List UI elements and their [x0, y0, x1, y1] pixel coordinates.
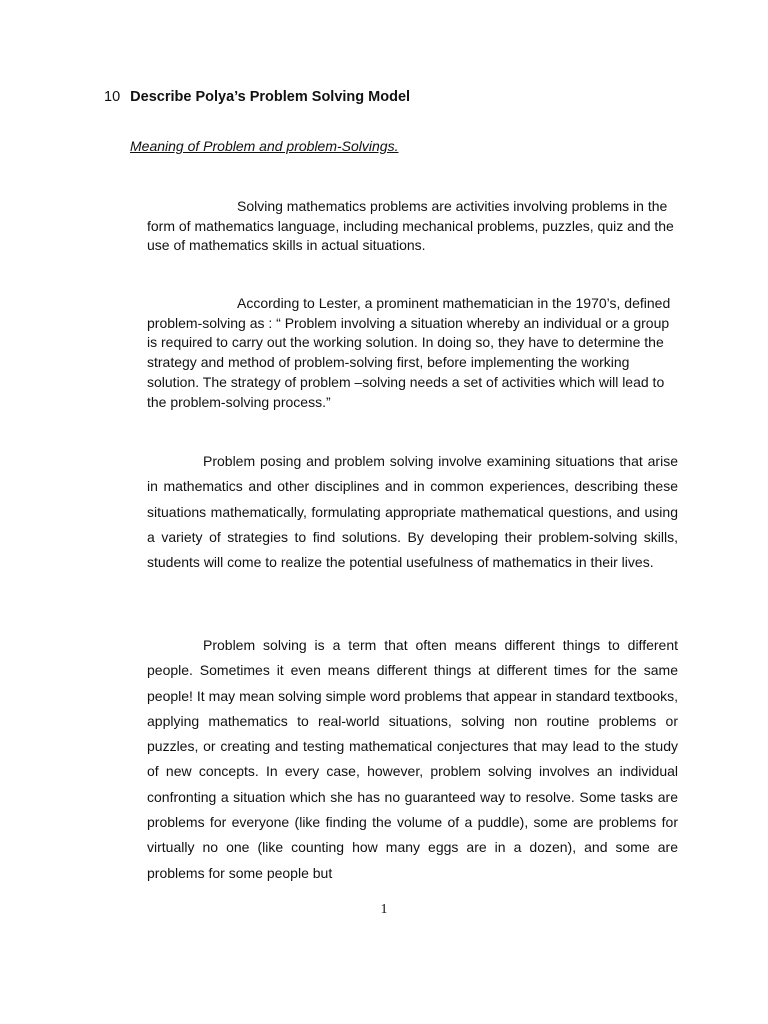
- paragraph-lester-definition: According to Lester, a prominent mathematician in the 1970’s, defined problem-solving as : “ Problem involving a situation whereby an individual or a group is required to carry out the working solution. In doing so, they have to determine the strategy and method of problem-solving first, before implementing the working solution. The strategy of problem –solving needs a set of activities which will lead to the problem-solving process.”: [147, 295, 671, 410]
- section-subheading: Meaning of Problem and problem-Solvings.: [130, 138, 399, 154]
- question-heading: [104, 89, 410, 105]
- paragraph-problem-posing: Problem posing and problem solving involve examining situations that arise in mathematics and other disciplines and in common experiences, describing these situations mathematically, formulating appropriate mathematical questions, and using a variety of strategies to find solutions. By developing their problem-solving skills, students will come to realize the potential usefulness of mathematics in their lives.: [147, 453, 678, 571]
- page-number: 1: [380, 902, 388, 917]
- paragraph-problem-solving-term: Problem solving is a term that often means different things to different people. Sometimes it even means different things at different times for the same people! It may mean solving simple word problems that appear in standard textbooks, applying mathematics to real-world situations, solving non routine problems or puzzles, or creating and testing mathematical conjectures that may lead to the study of new concepts. In every case, however, problem solving involves an individual confronting a situation which she has no guaranteed way to resolve. Some tasks are problems for everyone (like finding the volume of a puddle), some are problems for virtually no one (like counting how many eggs are in a dozen), and some are problems for some people but: [147, 637, 678, 881]
- question-title: Describe Polya’s Problem Solving Model: [130, 89, 411, 105]
- paragraph-solving-math-problems: Solving mathematics problems are activities involving problems in the form of mathematics language, including mechanical problems, puzzles, quiz and the use of mathematics skills in actual situations.: [147, 198, 674, 254]
- question-number: 10: [104, 89, 121, 105]
